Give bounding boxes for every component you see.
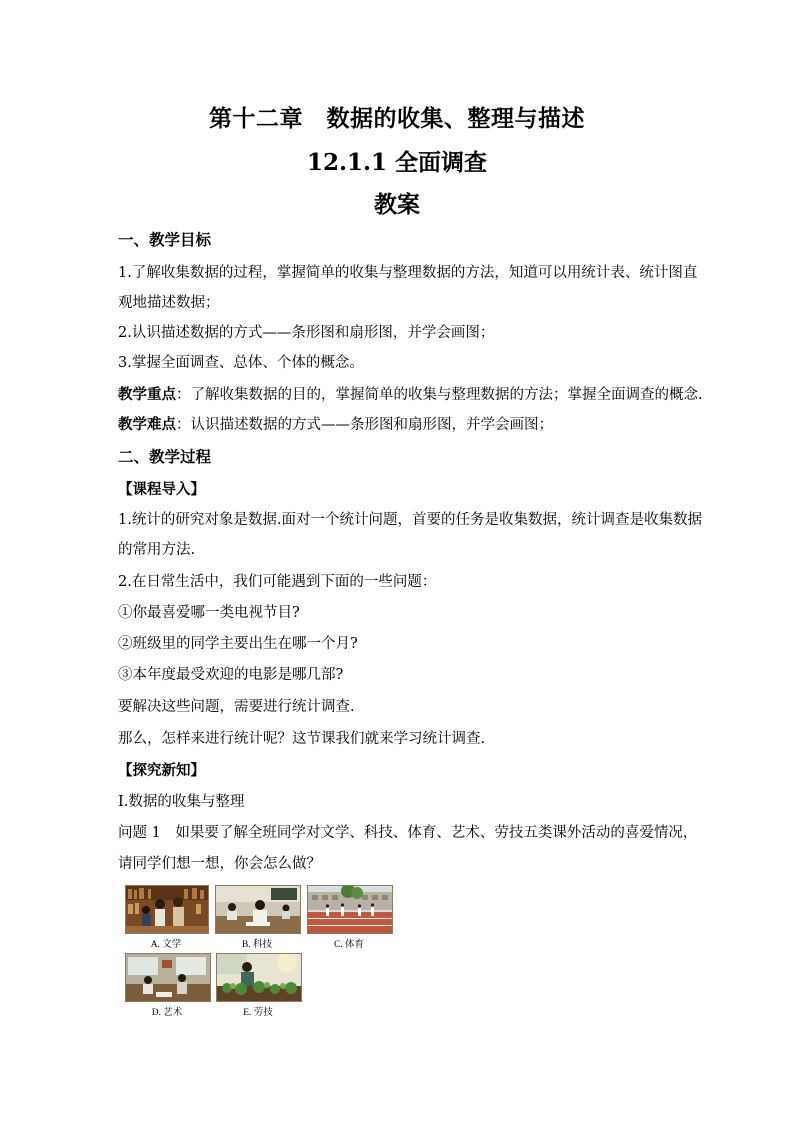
intro-para-3: 要解决这些问题，需要进行统计调查.: [118, 699, 355, 715]
caption-b: B. 科技: [241, 940, 273, 950]
goal-1-line-2: 观地描述数据；: [118, 295, 220, 311]
sports-field-photo: [307, 885, 393, 934]
explore-heading: 【探究新知】: [118, 762, 205, 779]
doc-type-title: 教案: [374, 191, 420, 218]
teaching-difficult-point: [118, 413, 553, 434]
art-class-photo: [125, 953, 211, 1002]
chapter-title: 第十二章 数据的收集、整理与描述: [209, 105, 585, 132]
goals-heading: 一、教学目标: [118, 230, 212, 249]
caption-e: E. 劳技: [243, 1008, 273, 1018]
question-1: ①你最喜爱哪一类电视节目?: [118, 605, 300, 621]
library-photo: [125, 885, 209, 934]
intro-para-2: 2.在日常生活中，我们可能遇到下面的一些问题：: [118, 574, 437, 590]
problem-1-line-2: 请同学们想一想，你会怎么做？: [118, 856, 321, 872]
question-3: ③本年度最受欢迎的电影是哪几部?: [118, 667, 344, 683]
caption-a: A. 文学: [150, 940, 182, 950]
gardening-photo: [216, 953, 302, 1002]
caption-c: C. 体育: [333, 940, 365, 950]
part-1-title: Ⅰ.数据的收集与整理: [118, 794, 245, 810]
classroom-photo: [215, 885, 301, 934]
caption-d: D. 艺术: [151, 1008, 183, 1018]
intro-heading: 【课程导入】: [118, 481, 205, 498]
teaching-key-point: [118, 383, 703, 404]
key-label: 教学重点: [118, 386, 176, 403]
goal-2: 2.认识描述数据的方式——条形图和扇形图，并学会画图；: [118, 325, 495, 341]
process-heading: 二、教学过程: [118, 447, 212, 466]
intro-para-4: 那么，怎样来进行统计呢？这节课我们就来学习统计调查.: [118, 731, 486, 747]
difficult-text: ：认识描述数据的方式——条形图和扇形图，并学会画图；: [176, 417, 553, 433]
intro-para-1-line-2: 的常用方法.: [118, 542, 196, 558]
section-title: 12.1.1 全面调查: [306, 149, 488, 176]
problem-1-line-1: 问题 1 如果要了解全班同学对文学、科技、体育、艺术、劳技五类课外活动的喜爱情况，: [118, 825, 698, 841]
difficult-label: 教学难点: [118, 416, 176, 433]
question-2: ②班级里的同学主要出生在哪一个月?: [118, 636, 358, 652]
key-text: ：了解收集数据的目的，掌握简单的收集与整理数据的方法；掌握全面调查的概念.: [176, 387, 703, 403]
goal-3: 3.掌握全面调查、总体、个体的概念。: [118, 355, 364, 371]
intro-para-1-line-1: 1.统计的研究对象是数据.面对一个统计问题，首要的任务是收集数据，统计调查是收集数据: [118, 512, 702, 528]
goal-1-line-1: 1.了解收集数据的过程，掌握简单的收集与整理数据的方法，知道可以用统计表、统计图直: [118, 265, 698, 281]
